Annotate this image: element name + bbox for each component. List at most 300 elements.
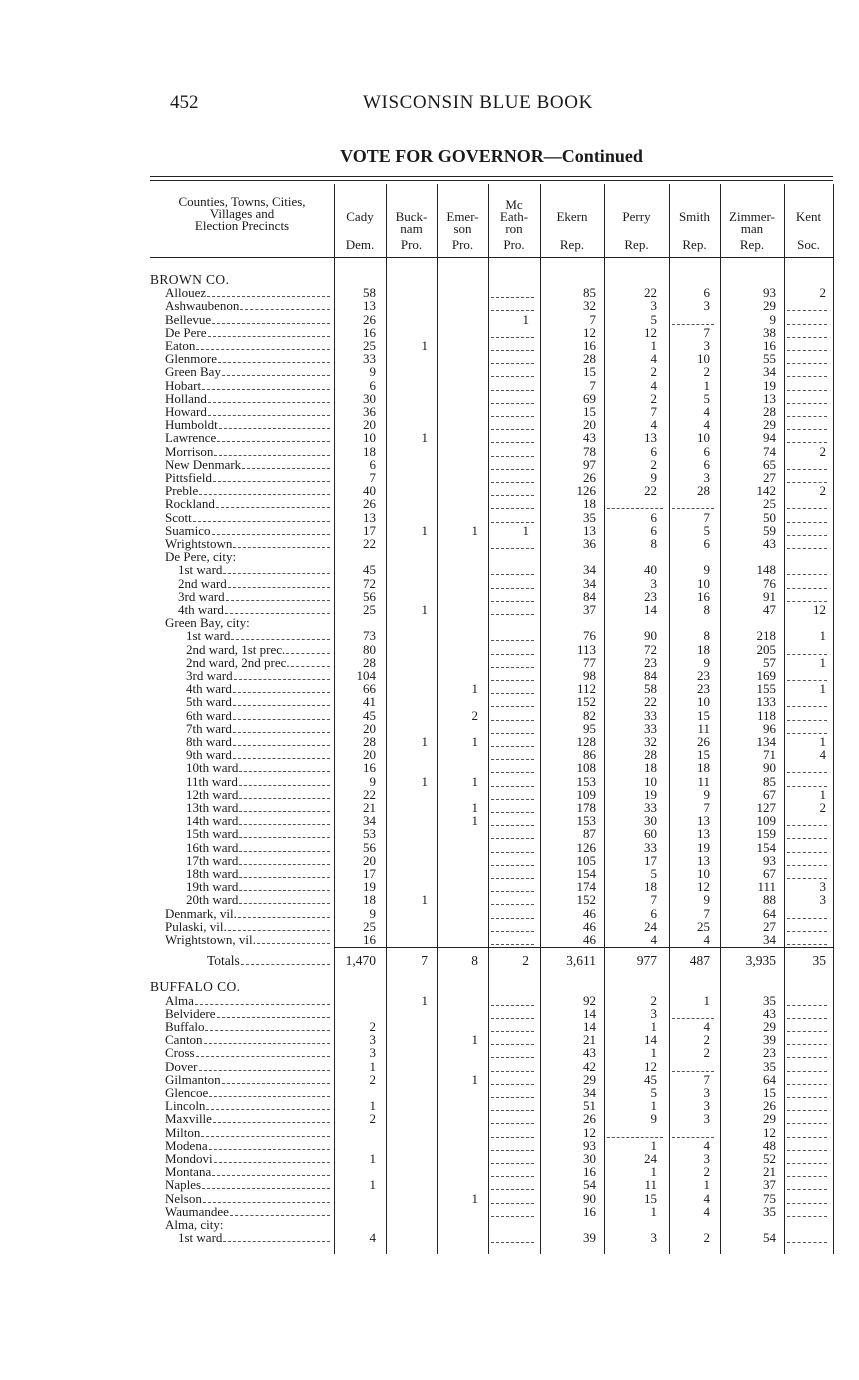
vote-cell-ekern: 69 — [583, 390, 596, 406]
vote-cell-smith: 7 — [703, 1071, 710, 1087]
dot-leader — [223, 573, 330, 574]
vote-cell-smith: 13 — [697, 813, 710, 829]
vote-cell-cady: 66 — [363, 681, 376, 697]
empty-cell-dash — [491, 574, 534, 575]
precinct-name: Gilmanton — [165, 1071, 221, 1087]
vote-cell-zimmerman: 16 — [763, 338, 776, 353]
empty-cell-dash — [491, 733, 534, 734]
table-title: VOTE FOR GOVERNOR—Continued — [340, 146, 643, 166]
table-row — [0, 511, 859, 524]
vote-cell-cady: 7 — [369, 470, 376, 485]
header-name: Mc — [505, 197, 523, 212]
dot-leader — [214, 1162, 330, 1163]
table-row — [0, 893, 859, 906]
table-row — [0, 695, 859, 708]
vote-cell-ekern: 35 — [583, 509, 596, 525]
precinct-name: 15th ward — [186, 826, 239, 842]
vote-cell-zimmerman: 76 — [763, 575, 776, 591]
header-name: Zimmer- — [729, 209, 775, 224]
vote-cell-zimmerman: 134 — [756, 734, 776, 749]
empty-cell-dash — [787, 1216, 827, 1217]
vote-cell-perry: 84 — [644, 668, 657, 683]
vote-cell-zimmerman: 19 — [763, 377, 776, 393]
table-row — [0, 484, 859, 497]
vote-cell-ekern: 12 — [583, 1124, 596, 1140]
empty-cell-dash — [491, 1216, 534, 1217]
table-row — [0, 827, 859, 840]
vote-cell-perry: 24 — [644, 918, 657, 934]
table-row — [0, 994, 859, 1007]
vote-cell-cady: 73 — [363, 628, 376, 644]
vote-cell-ekern: 98 — [583, 668, 596, 683]
empty-cell-dash — [491, 746, 534, 747]
precinct-name: 16th ward — [186, 839, 239, 855]
vote-cell-zimmerman: 25 — [763, 496, 776, 512]
precinct-name: Lawrence — [165, 430, 217, 446]
vote-cell-ekern: 36 — [583, 536, 596, 551]
empty-cell-dash — [491, 799, 534, 800]
empty-cell-dash — [787, 1176, 827, 1177]
vote-cell-zimmerman: 29 — [763, 298, 776, 314]
vote-cell-cady: 13 — [363, 509, 376, 525]
dot-leader — [233, 732, 330, 733]
vote-cell-ekern: 46 — [583, 918, 596, 934]
empty-cell-dash — [491, 838, 534, 839]
precinct-name: Humboldt — [165, 417, 218, 433]
precinct-name: 14th ward — [186, 813, 239, 829]
vote-cell-smith: 2 — [703, 364, 710, 380]
vote-cell-perry: 1 — [650, 1098, 657, 1114]
vote-cell-zimmerman: 57 — [763, 654, 776, 670]
totals-rule — [334, 947, 833, 948]
vote-cell-cady: 17 — [363, 866, 376, 881]
dot-leader — [201, 1136, 330, 1137]
county-heading — [0, 980, 859, 993]
vote-cell-perry: 33 — [644, 707, 657, 723]
empty-cell-dash — [787, 376, 827, 377]
empty-cell-dash — [491, 1203, 534, 1204]
table-row — [0, 1060, 859, 1073]
vote-cell-bucknam: 1 — [421, 522, 428, 538]
vote-cell-ekern: 87 — [583, 826, 596, 842]
empty-cell-dash — [787, 1084, 827, 1085]
vote-cell-perry: 6 — [650, 905, 657, 921]
dot-leader — [202, 389, 330, 390]
vote-cell-perry: 72 — [644, 641, 657, 657]
dot-leader — [240, 309, 330, 310]
header-party: Rep. — [559, 237, 585, 252]
vote-cell-smith: 3 — [703, 470, 710, 485]
precinct-name: 3rd ward — [186, 668, 233, 683]
empty-cell-dash — [491, 416, 534, 417]
precinct-name: Wrightstown, vil. — [165, 932, 256, 947]
vote-cell-perry: 9 — [650, 1111, 657, 1127]
dot-leader — [222, 1083, 330, 1084]
precinct-name: 2nd ward, 1st prec. — [186, 641, 286, 657]
empty-cell-dash — [491, 548, 534, 549]
vote-cell-cady: 1,470 — [345, 953, 376, 969]
vote-cell-smith: 6 — [703, 456, 710, 472]
header-name: Cady — [346, 209, 374, 224]
vote-cell-kent: 3 — [819, 892, 826, 908]
vote-cell-cady: 16 — [363, 932, 376, 947]
vote-cell-smith: 3 — [703, 1085, 710, 1100]
vote-cell-cady: 21 — [363, 800, 376, 815]
empty-cell-dash — [491, 1031, 534, 1032]
vote-cell-perry: 3 — [650, 1230, 657, 1246]
dot-leader — [239, 798, 330, 799]
vote-cell-ekern: 109 — [576, 786, 596, 802]
vote-cell-ekern: 76 — [583, 628, 596, 644]
vote-cell-zimmerman: 169 — [756, 668, 776, 683]
header-name: ron — [505, 221, 523, 236]
vote-cell-perry: 23 — [644, 654, 657, 670]
dot-leader — [286, 653, 330, 654]
vote-cell-zimmerman: 64 — [763, 905, 776, 921]
vote-cell-cady: 53 — [363, 826, 376, 842]
table-row — [0, 735, 859, 748]
dot-leader — [212, 323, 330, 324]
header-name: nam — [400, 221, 423, 236]
empty-cell-dash — [787, 1097, 827, 1098]
vote-cell-ekern: 29 — [583, 1071, 596, 1087]
precinct-name: 1st ward — [178, 562, 223, 578]
vote-cell-ekern: 82 — [583, 707, 596, 723]
vote-cell-zimmerman: 34 — [763, 932, 776, 947]
vote-cell-ekern: 16 — [583, 338, 596, 353]
vote-cell-smith: 28 — [697, 483, 710, 499]
dot-leader — [233, 547, 330, 548]
vote-cell-smith: 5 — [703, 522, 710, 538]
empty-cell-dash — [787, 324, 827, 325]
dot-leader — [206, 1109, 330, 1110]
vote-cell-emerson: 1 — [471, 522, 478, 538]
vote-cell-ekern: 174 — [576, 879, 596, 895]
vote-cell-cady: 2 — [369, 1071, 376, 1087]
vote-cell-perry: 4 — [650, 932, 657, 947]
empty-cell-dash — [491, 601, 534, 602]
precinct-name: Glencoe — [165, 1085, 209, 1100]
empty-cell-dash — [787, 310, 827, 311]
header-party: Rep. — [624, 237, 649, 252]
precinct-name: Milton — [165, 1124, 201, 1140]
empty-cell-dash — [491, 640, 534, 641]
vote-cell-zimmerman: 159 — [756, 826, 776, 842]
empty-cell-dash — [491, 1137, 534, 1138]
vote-cell-smith: 16 — [697, 588, 710, 604]
empty-cell-dash — [491, 482, 534, 483]
vote-cell-zimmerman: 39 — [763, 1032, 776, 1048]
table-row — [0, 590, 859, 603]
table-row — [0, 867, 859, 880]
table-row — [0, 563, 859, 576]
precinct-name: Green Bay, city: — [165, 615, 250, 631]
dot-leader — [233, 692, 330, 693]
vote-cell-cady: 80 — [363, 641, 376, 657]
header-party: Rep. — [682, 237, 707, 252]
vote-cell-zimmerman: 148 — [756, 562, 776, 578]
precinct-name: Alma, city: — [165, 1217, 224, 1232]
table-row — [0, 656, 859, 669]
vote-cell-smith: 23 — [697, 681, 710, 697]
table-row — [0, 1205, 859, 1218]
table-row — [0, 643, 859, 656]
precinct-name: Pulaski, vil. — [165, 918, 227, 934]
dot-leader — [209, 1149, 330, 1150]
table-row — [0, 1007, 859, 1020]
table-row — [0, 299, 859, 312]
vote-cell-perry: 1 — [650, 1019, 657, 1034]
empty-cell-dash — [491, 706, 534, 707]
empty-cell-dash — [491, 693, 534, 694]
vote-cell-zimmerman: 50 — [763, 509, 776, 525]
totals-row — [0, 954, 859, 967]
vote-cell-perry: 1 — [650, 1164, 657, 1180]
table-row — [0, 801, 859, 814]
vote-cell-ekern: 14 — [583, 1019, 596, 1034]
vote-cell-ekern: 126 — [576, 839, 596, 855]
vote-cell-smith: 4 — [703, 932, 710, 947]
vote-cell-perry: 28 — [644, 747, 657, 763]
vote-cell-kent: 1 — [819, 734, 826, 749]
table-row — [0, 1112, 859, 1125]
table-row — [0, 577, 859, 590]
vote-cell-cady: 13 — [363, 298, 376, 314]
empty-cell-dash — [787, 720, 827, 721]
vote-cell-cady: 56 — [363, 588, 376, 604]
vote-cell-zimmerman: 93 — [763, 285, 776, 301]
empty-cell-dash — [491, 337, 534, 338]
subheading-row — [0, 1218, 859, 1231]
precinct-name: Maxville — [165, 1111, 212, 1127]
vote-cell-smith: 5 — [703, 390, 710, 406]
vote-cell-zimmerman: 67 — [763, 866, 776, 881]
vote-cell-zimmerman: 71 — [763, 747, 776, 763]
vote-cell-zimmerman: 94 — [763, 430, 776, 446]
vote-cell-smith: 10 — [697, 866, 710, 881]
vote-cell-cady: 26 — [363, 496, 376, 512]
empty-cell-dash — [491, 1071, 534, 1072]
vote-cell-smith: 9 — [703, 892, 710, 908]
vote-cell-cady: 45 — [363, 562, 376, 578]
empty-cell-dash — [491, 772, 534, 773]
table-row — [0, 286, 859, 299]
empty-cell-dash — [491, 456, 534, 457]
vote-cell-zimmerman: 28 — [763, 404, 776, 419]
vote-cell-zimmerman: 3,935 — [745, 953, 776, 969]
dot-leader — [241, 964, 330, 965]
precinct-name: Morrison — [165, 443, 214, 459]
vote-cell-ekern: 12 — [583, 324, 596, 340]
vote-cell-smith: 4 — [703, 1137, 710, 1153]
header-name: Buck- — [395, 209, 428, 224]
empty-cell-dash — [491, 1242, 534, 1243]
vote-cell-ekern: 113 — [576, 641, 596, 657]
table-row — [0, 445, 859, 458]
vote-cell-zimmerman: 12 — [763, 1124, 776, 1140]
vote-cell-perry: 33 — [644, 800, 657, 815]
vote-cell-ekern: 86 — [583, 747, 596, 763]
empty-cell-dash — [491, 812, 534, 813]
table-row — [0, 352, 859, 365]
empty-cell-dash — [491, 1163, 534, 1164]
vote-cell-smith: 15 — [697, 747, 710, 763]
dot-leader — [234, 679, 330, 680]
empty-cell-dash — [491, 786, 534, 787]
table-row — [0, 458, 859, 471]
vote-cell-smith: 4 — [703, 1019, 710, 1034]
vote-cell-bucknam: 1 — [421, 773, 428, 789]
vote-cell-zimmerman: 43 — [763, 536, 776, 551]
precinct-name: Allouez — [165, 285, 207, 301]
vote-cell-smith: 9 — [703, 786, 710, 802]
precinct-name: 2nd ward — [178, 575, 227, 591]
vote-cell-perry: 5 — [650, 1085, 657, 1100]
precinct-name: 5th ward — [186, 694, 232, 710]
dot-leader — [216, 507, 330, 508]
dot-leader — [218, 362, 330, 363]
dot-leader — [233, 719, 330, 720]
vote-cell-ekern: 26 — [583, 1111, 596, 1127]
header-party: Pro. — [503, 237, 525, 252]
vote-cell-smith: 23 — [697, 668, 710, 683]
empty-cell-dash — [491, 904, 534, 905]
vote-cell-perry: 17 — [644, 852, 657, 868]
vote-cell-cady: 41 — [363, 694, 376, 710]
vote-cell-zimmerman: 15 — [763, 1085, 776, 1100]
dot-leader — [202, 1188, 330, 1189]
dot-leader — [208, 415, 330, 416]
vote-cell-zimmerman: 26 — [763, 1098, 776, 1114]
vote-cell-kent: 4 — [819, 747, 826, 763]
empty-cell-dash — [787, 944, 827, 945]
table-row — [0, 405, 859, 418]
vote-cell-ekern: 26 — [583, 470, 596, 485]
vote-cell-ekern: 95 — [583, 720, 596, 736]
vote-cell-zimmerman: 91 — [763, 588, 776, 604]
vote-cell-ekern: 37 — [583, 602, 596, 617]
precinct-name: BUFFALO CO. — [150, 979, 241, 995]
vote-cell-mceathron: 1 — [522, 311, 529, 327]
vote-cell-ekern: 154 — [576, 866, 596, 881]
vote-cell-emerson: 1 — [471, 1032, 478, 1048]
vote-cell-smith: 19 — [697, 839, 710, 855]
table-row — [0, 392, 859, 405]
empty-cell-dash — [491, 1110, 534, 1111]
precinct-name: 4th ward — [178, 602, 224, 617]
dot-leader — [219, 428, 330, 429]
precinct-name: 19th ward — [186, 879, 239, 895]
vote-cell-perry: 3 — [650, 1005, 657, 1021]
vote-cell-zimmerman: 34 — [763, 364, 776, 380]
vote-cell-smith: 11 — [697, 773, 710, 789]
vote-cell-smith: 3 — [703, 1098, 710, 1114]
vote-cell-perry: 33 — [644, 720, 657, 736]
vote-cell-emerson: 1 — [471, 813, 478, 829]
precinct-name: 9th ward — [186, 747, 232, 763]
vote-cell-smith: 7 — [703, 324, 710, 340]
vote-cell-cady: 20 — [363, 417, 376, 433]
vote-cell-perry: 18 — [644, 760, 657, 776]
empty-cell-dash — [491, 852, 534, 853]
dot-leader — [230, 1215, 330, 1216]
vote-cell-smith: 487 — [689, 953, 710, 969]
vote-cell-bucknam: 1 — [421, 602, 428, 617]
vote-cell-cady: 10 — [363, 430, 376, 446]
empty-cell-dash — [787, 1137, 827, 1138]
vote-cell-ekern: 152 — [576, 694, 596, 710]
vote-cell-zimmerman: 35 — [763, 1203, 776, 1219]
vote-cell-zimmerman: 111 — [757, 879, 776, 895]
header-name: Kent — [795, 209, 822, 224]
vote-cell-smith: 3 — [703, 298, 710, 314]
vote-cell-zimmerman: 88 — [763, 892, 776, 908]
empty-cell-dash — [491, 654, 534, 655]
vote-cell-ekern: 77 — [583, 654, 596, 670]
precinct-name: 3rd ward — [178, 588, 225, 604]
vote-cell-cady: 1 — [369, 1058, 376, 1074]
vote-cell-perry: 45 — [644, 1071, 657, 1087]
vote-cell-ekern: 93 — [583, 1137, 596, 1153]
table-row — [0, 722, 859, 735]
vote-cell-bucknam: 1 — [421, 892, 428, 908]
vote-cell-ekern: 32 — [583, 298, 596, 314]
vote-cell-perry: 23 — [644, 588, 657, 604]
precinct-name: Glenmore — [165, 351, 217, 367]
vote-cell-zimmerman: 142 — [756, 483, 776, 499]
dot-leader — [209, 1096, 330, 1097]
vote-cell-smith: 26 — [697, 734, 710, 749]
precinct-name: De Pere — [165, 324, 207, 340]
precinct-name: 13th ward — [186, 800, 239, 815]
vote-cell-cady: 28 — [363, 734, 376, 749]
vote-cell-zimmerman: 65 — [763, 456, 776, 472]
table-row — [0, 1231, 859, 1244]
empty-cell-dash — [787, 535, 827, 536]
empty-cell-dash — [491, 1057, 534, 1058]
dot-leader — [195, 1004, 330, 1005]
table-row — [0, 1073, 859, 1086]
header-name: Ekern — [556, 209, 588, 224]
vote-cell-mceathron: 1 — [522, 522, 529, 538]
empty-cell-dash — [491, 508, 534, 509]
vote-cell-zimmerman: 59 — [763, 522, 776, 538]
vote-cell-zimmerman: 29 — [763, 417, 776, 433]
vote-cell-ekern: 92 — [583, 992, 596, 1008]
vote-cell-zimmerman: 64 — [763, 1071, 776, 1087]
vote-cell-cady: 28 — [363, 654, 376, 670]
table-row — [0, 1139, 859, 1152]
vote-cell-zimmerman: 47 — [763, 602, 776, 617]
vote-cell-smith: 13 — [697, 852, 710, 868]
vote-cell-zimmerman: 27 — [763, 918, 776, 934]
dot-leader — [207, 296, 330, 297]
vote-cell-smith: 18 — [697, 760, 710, 776]
dot-leader — [239, 864, 330, 865]
vote-cell-cady: 30 — [363, 390, 376, 406]
vote-cell-zimmerman: 154 — [756, 839, 776, 855]
vote-cell-perry: 2 — [650, 992, 657, 1008]
header-name: Perry — [622, 209, 651, 224]
vote-cell-smith: 18 — [697, 641, 710, 657]
vote-cell-smith: 10 — [697, 351, 710, 367]
dot-leader — [223, 1241, 330, 1242]
dot-leader — [196, 1056, 330, 1057]
table-row — [0, 1046, 859, 1059]
precinct-name: Cross — [165, 1045, 195, 1061]
table-row — [0, 379, 859, 392]
vote-cell-perry: 1 — [650, 1045, 657, 1061]
